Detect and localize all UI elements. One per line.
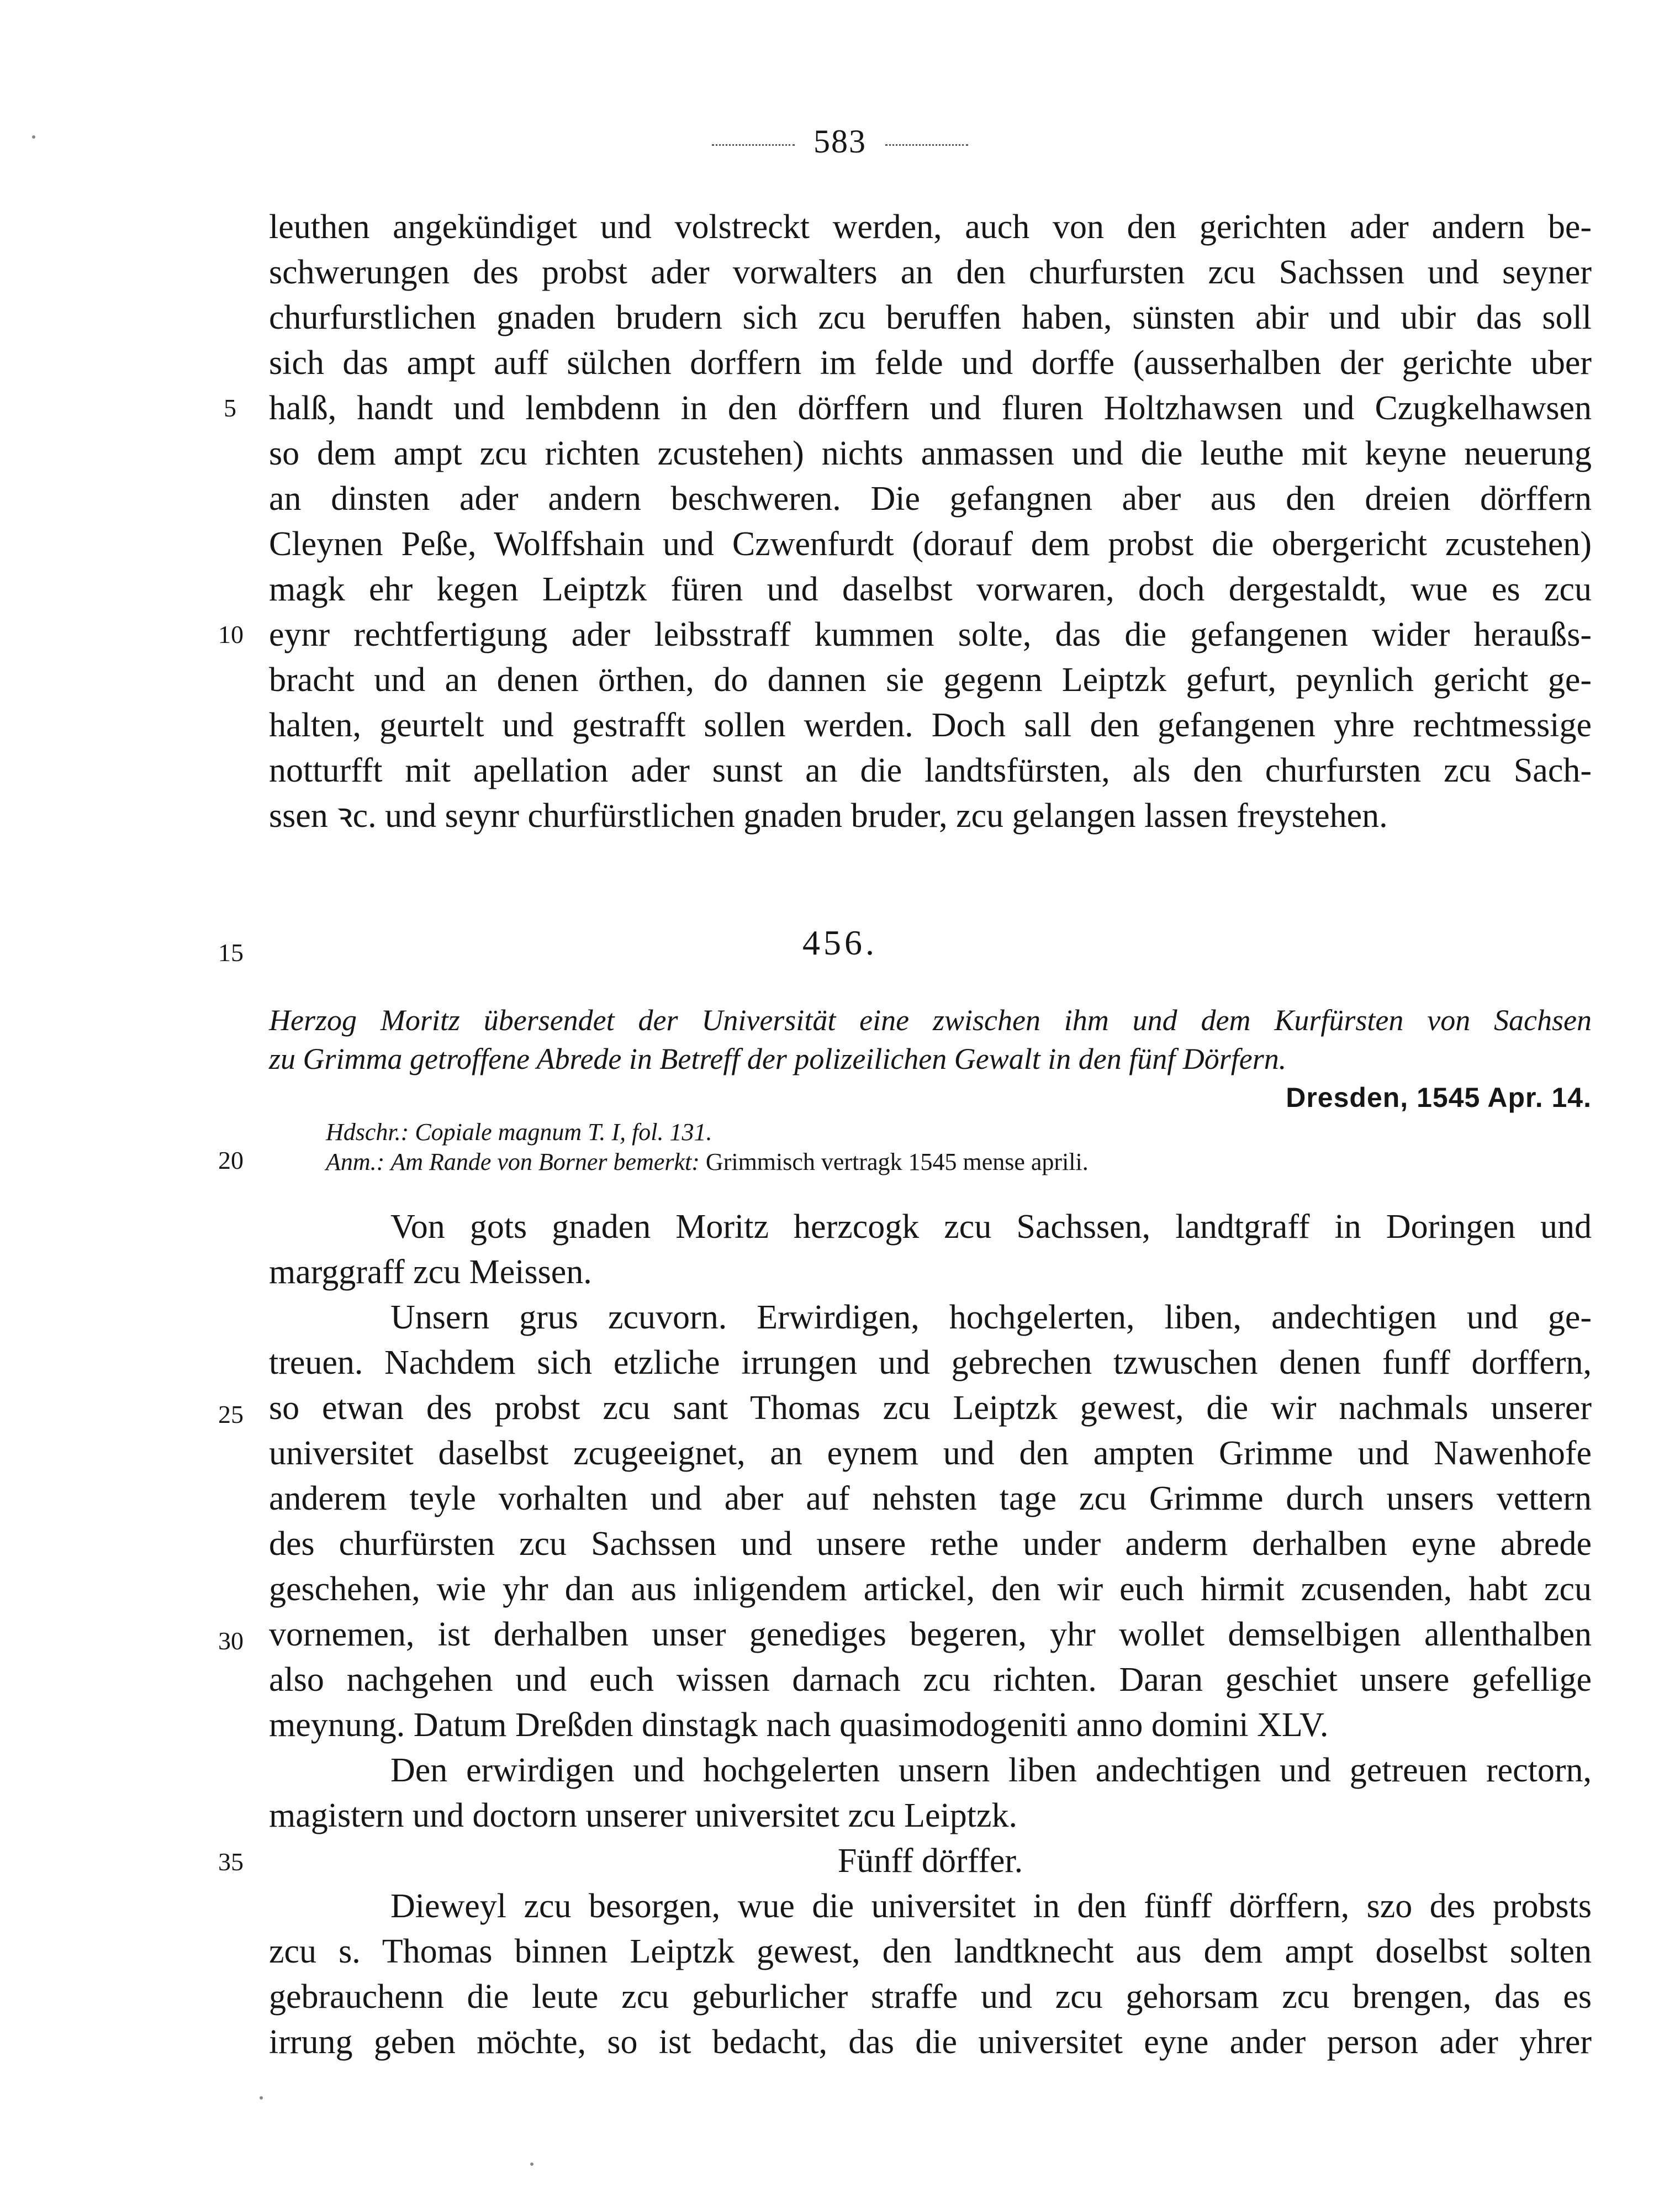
text-line: ssen ꝛc. und seynr churfürstlichen gnaden bruder, zcu gelangen lassen freystehen. <box>269 797 1388 835</box>
text-line-content: meynung. Datum Dreßden dinstagk nach quasimodogeniti anno domini <box>269 1706 1249 1744</box>
text-line: Von gots gnaden Moritz herzcogk zcu Sachssen, landtgraff in Doringen und <box>390 1208 1592 1246</box>
manuscript-note <box>326 1116 712 1149</box>
text-line: universitet daselbst zcugeeignet, an eynem und den ampten Grimme und Nawenhofe <box>269 1434 1592 1472</box>
note-italic: Am Rande von Borner bemerkt: <box>390 1148 700 1175</box>
page-header <box>0 123 1680 161</box>
note-label: Anm.: <box>326 1148 385 1175</box>
text-line: gebrauchenn die leute zcu geburlicher straffe und zcu gehorsam zcu brengen, das es <box>269 1978 1592 2016</box>
line-number: 10 <box>218 620 244 648</box>
scan-speck <box>530 2162 533 2166</box>
header-rule-right <box>885 144 968 146</box>
dateline: Dresden, 1545 Apr. 14. <box>1286 1082 1592 1113</box>
line-number: 30 <box>218 1627 244 1655</box>
line-number: 15 <box>218 938 244 967</box>
text-line: Dieweyl zcu besorgen, wue die universitet in den fünff dörffern, szo des probsts <box>390 1887 1592 1925</box>
text-line: halß, handt und lembdenn in den dörffern und fluren Holtzhawsen und Czugkelhawsen <box>269 389 1592 427</box>
section-heading: Fünff dörffer. <box>837 1842 1023 1880</box>
text-line: des churfürsten zcu Sachssen und unsere rethe under anderm derhalben eyne abrede <box>269 1525 1592 1563</box>
note-text: Grimmisch vertragk 1545 mense aprili. <box>705 1148 1089 1175</box>
text-line: so etwan des probst zcu sant Thomas zcu Leiptzk gewest, die wir nachmals unserer <box>269 1389 1592 1427</box>
header-rule-left <box>712 144 795 146</box>
text-line: Den erwirdigen und hochgelerten unsern liben andechtigen und getreuen rectorn, <box>390 1752 1592 1789</box>
page-number: 583 <box>813 123 867 160</box>
regest-line: Herzog Moritz übersendet der Universität eine zwischen ihm und dem Kurfürsten von Sachsen <box>269 1004 1592 1037</box>
text-line: churfurstlichen gnaden brudern sich zcu beruffen haben, sünsten abir und ubir das soll <box>269 299 1592 336</box>
text-line: halten, geurtelt und gestrafft sollen werden. Doch sall den gefangenen yhre rechtmessige <box>269 706 1592 744</box>
text-line: geschehen, wie yhr dan aus inligendem artickel, den wir euch hirmit zcusenden, habt zcu <box>269 1570 1592 1608</box>
annotation-note <box>326 1146 1089 1179</box>
text-line: zcu s. Thomas binnen Leiptzk gewest, den landtknecht aus dem ampt doselbst solten <box>269 1933 1592 1970</box>
text-line: eynr rechtfertigung ader leibsstraff kummen solte, das die gefangenen wider heraußs- <box>269 616 1592 653</box>
text-line: irrung geben möchte, so ist bedacht, das die universitet eyne ander person ader yhrer <box>269 2023 1592 2061</box>
scan-speck <box>260 2096 263 2100</box>
text-line: schwerungen des probst ader vorwalters an den churfursten zcu Sachssen und seyner <box>269 254 1592 291</box>
text-line: so dem ampt zcu richten zcustehen) nichts anmassen und die leuthe mit keyne neuerung <box>269 435 1592 472</box>
line-number: 5 <box>224 394 236 422</box>
text-line: notturfft mit apellation ader sunst an die landtsfürsten, als den churfursten zcu Sach- <box>269 752 1592 789</box>
text-line <box>269 1702 1592 1748</box>
text-line: marggraff zcu Meissen. <box>269 1253 592 1291</box>
text-line: Unsern grus zcuvorn. Erwirdigen, hochgelerten, liben, andechtigen und ge- <box>390 1299 1592 1336</box>
text-line: leuthen angekündiget und volstreckt werden, auch von den gerichten ader andern be- <box>269 208 1592 246</box>
text-line: also nachgehen und euch wissen darnach zcu richten. Daran geschiet unsere gefellige <box>269 1661 1592 1699</box>
text-line: vornemen, ist derhalben unser genediges begeren, yhr wollet demselbigen allenthalben <box>269 1616 1592 1653</box>
line-number: 25 <box>218 1400 244 1428</box>
text-line: Cleynen Peße, Wolffshain und Czwenfurdt (dorauf dem probst die obergericht zcustehen) <box>269 525 1592 563</box>
line-number: 20 <box>218 1146 244 1174</box>
note-text: Copiale magnum T. I, fol. 131. <box>415 1119 712 1146</box>
text-line: bracht und an denen örthen, do dannen sie gegenn Leiptzk gefurt, peynlich gericht ge- <box>269 661 1592 699</box>
text-line: anderem teyle vorhalten und aber auf nehsten tage zcu Grimme durch unsers vettern <box>269 1480 1592 1517</box>
text-line: an dinsten ader andern beschweren. Die gefangnen aber aus den dreien dörffern <box>269 480 1592 518</box>
line-number: 35 <box>218 1848 244 1876</box>
document-number: 456. <box>802 923 878 962</box>
text-line: magk ehr kegen Leiptzk füren und daselbst vorwaren, doch dergestaldt, wue es zcu <box>269 571 1592 608</box>
text-line: magistern und doctorn unserer universitet zcu Leiptzk. <box>269 1797 1017 1834</box>
note-label: Hdschr.: <box>326 1119 409 1146</box>
regest-line: zu Grimma getroffene Abrede in Betreff der polizeilichen Gewalt in den fünf Dörfern. <box>269 1042 1287 1075</box>
year-roman: XLV. <box>1257 1706 1329 1744</box>
text-line: treuen. Nachdem sich etzliche irrungen und gebrechen tzwuschen denen funff dorffern, <box>269 1344 1592 1381</box>
text-line: sich das ampt auff sülchen dorffern im felde und dorffe (ausserhalben der gerichte uber <box>269 344 1592 382</box>
scan-speck <box>32 135 35 139</box>
